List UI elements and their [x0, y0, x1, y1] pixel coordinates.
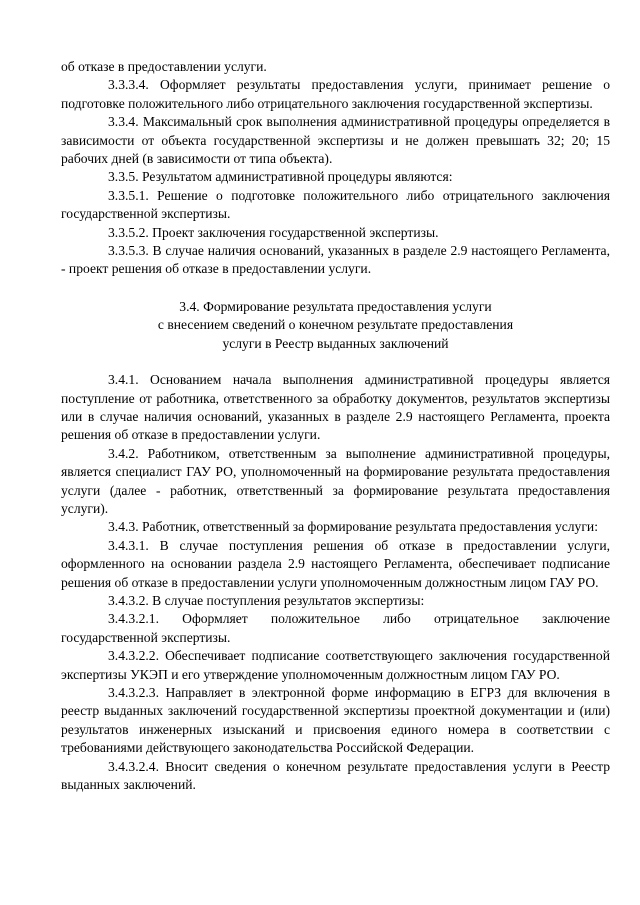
paragraph-3-3-5-1: 3.3.5.1. Решение о подготовке положительного либо отрицательного заключения государственной экспертизы. [61, 187, 610, 222]
paragraph-3-4-3-2-2: 3.4.3.2.2. Обеспечивает подписание соответствующего заключения государственной экспертизы УКЭП и его утверждение уполномоченным должностным лицом ГАУ РО. [61, 648, 610, 682]
paragraph-3-3-4: 3.3.4. Максимальный срок выполнения административной процедуры определяется в зависимости от объекта государственной экспертизы и не должен превышать 32; 20; 15 рабочих дней (в зависимости от типа объекта). [61, 114, 610, 167]
paragraph-3-4-3-2-4: 3.4.3.2.4. Вносит сведения о конечном результате предоставления услуги в Реестр выданных заключений. [61, 758, 610, 793]
paragraph-3-4-3-2-1: 3.4.3.2.1. Оформляет положительное либо отрицательное заключение государственной экспертизы. [61, 611, 610, 645]
heading-line-1: 3.4. Формирование результата предоставления услуги [179, 298, 492, 314]
paragraph-3-4-3-2-3: 3.4.3.2.3. Направляет в электронной форме информацию в ЕГРЗ для включения в реестр выданных заключений государственной экспертизы проектной документации и (или) результатов инженерных изысканий и присвоения единого номера в соответствии с требованиями действующего законодательства Российской Федерации. [61, 685, 610, 756]
section-heading-3-4 [61, 298, 610, 353]
document-page [61, 58, 610, 794]
paragraph-3-4-2: 3.4.2. Работником, ответственным за выполнение административной процедуры, является специалист ГАУ РО, уполномоченный на формирование результата предоставления услуги (далее - работник, ответственный за формирование результата предоставления услуги). [61, 445, 610, 516]
paragraph-3-3-5-3: 3.3.5.3. В случае наличия оснований, указанных в разделе 2.9 настоящего Регламента, - проект решения об отказе в предоставлении услуги. [61, 243, 610, 277]
paragraph-continuation: об отказе в предоставлении услуги. [61, 59, 267, 74]
paragraph-3-4-1: 3.4.1. Основанием начала выполнения административной процедуры является поступление от работника, ответственного за обработку документов, результатов экспертизы или в случае наличия оснований, указанных в разделе 2.9 настоящего Регламента, проекта решения об отказе в предоставлении услуги. [61, 372, 610, 443]
paragraph-3-4-3-1: 3.4.3.1. В случае поступления решения об отказе в предоставлении услуги, оформленного на основании раздела 2.9 настоящего Регламента, обеспечивает подписание решения об отказе в предоставлении услуги уполномоченным должностным лицом ГАУ РО. [61, 537, 610, 590]
paragraph-3-3-5: 3.3.5. Результатом административной процедуры являются: [108, 169, 453, 185]
paragraph-3-4-3-2: 3.4.3.2. В случае поступления результатов экспертизы: [108, 592, 425, 608]
heading-line-2: с внесением сведений о конечном результате предоставления [157, 317, 514, 333]
paragraph-3-3-5-2: 3.3.5.2. Проект заключения государственной экспертизы. [108, 224, 439, 240]
paragraph-3-3-3-4: 3.3.3.4. Оформляет результаты предоставления услуги, принимает решение о подготовке положительного либо отрицательного заключения государственной экспертизы. [61, 77, 610, 111]
paragraph-3-4-3: 3.4.3. Работник, ответственный за формирование результата предоставления услуги: [108, 519, 598, 535]
heading-line-3: услуги в Реестр выданных заключений [222, 335, 449, 351]
